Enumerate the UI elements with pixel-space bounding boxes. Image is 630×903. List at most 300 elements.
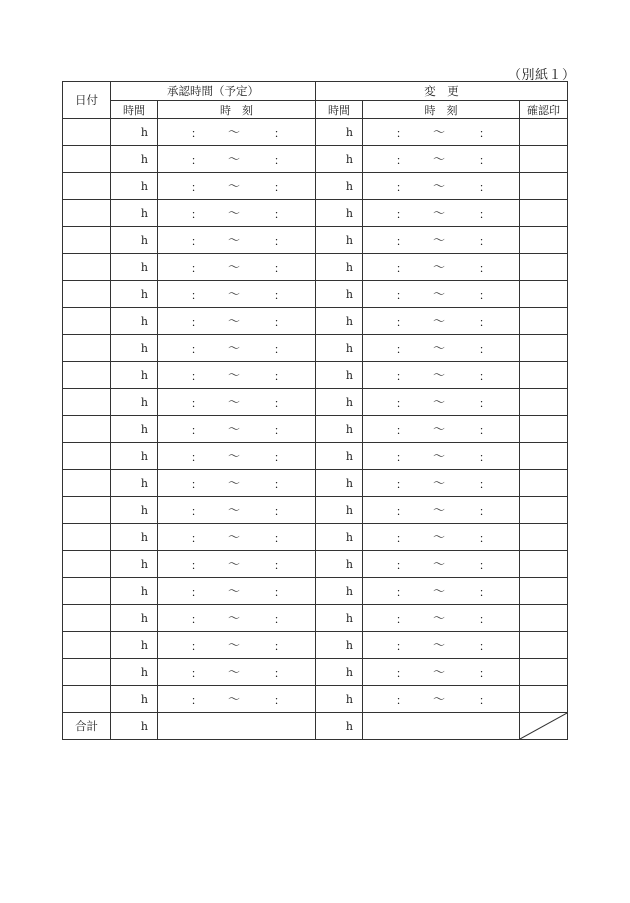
change-hours-cell[interactable]: [316, 686, 363, 713]
stamp-cell[interactable]: [520, 335, 568, 362]
change-hours-cell[interactable]: [316, 389, 363, 416]
change-time-range-cell[interactable]: [363, 281, 520, 308]
range-tilde: 〜: [433, 314, 446, 328]
time-range-cell[interactable]: [158, 119, 316, 146]
end-colon: ：: [274, 559, 285, 572]
change-hours-cell[interactable]: [316, 281, 363, 308]
hours-unit: h: [140, 179, 148, 193]
start-colon: ：: [191, 478, 202, 491]
hours-unit: h: [345, 314, 353, 328]
end-colon: ：: [274, 127, 285, 140]
change-time-range-cell[interactable]: [363, 173, 520, 200]
start-colon: ：: [191, 451, 202, 464]
end-colon: ：: [479, 451, 490, 464]
stamp-cell[interactable]: [520, 308, 568, 335]
hours-cell[interactable]: [111, 362, 158, 389]
range-tilde: 〜: [433, 287, 446, 301]
change-hours-cell[interactable]: [316, 254, 363, 281]
range-tilde: 〜: [433, 584, 446, 598]
start-colon: ：: [191, 370, 202, 383]
change-time-range-cell[interactable]: [363, 308, 520, 335]
start-colon: ：: [396, 343, 407, 356]
stamp-cell[interactable]: [520, 470, 568, 497]
hours-cell[interactable]: [111, 173, 158, 200]
start-colon: ：: [191, 667, 202, 680]
stamp-cell[interactable]: [520, 281, 568, 308]
change-hours-cell[interactable]: [316, 200, 363, 227]
range-tilde: 〜: [228, 665, 241, 679]
stamp-cell[interactable]: [520, 146, 568, 173]
end-colon: ：: [479, 505, 490, 518]
time-range-cell[interactable]: [158, 389, 316, 416]
hours-cell[interactable]: [111, 578, 158, 605]
range-tilde: 〜: [433, 449, 446, 463]
change-time-range-cell[interactable]: [363, 389, 520, 416]
change-hours-cell[interactable]: [316, 659, 363, 686]
hours-unit: h: [140, 260, 148, 274]
table-row: [63, 524, 568, 551]
range-tilde: 〜: [433, 152, 446, 166]
start-colon: ：: [191, 127, 202, 140]
header-hours: 時間: [111, 101, 158, 119]
hours-unit: h: [345, 125, 353, 139]
total-label: 合計: [63, 713, 111, 740]
hours-cell[interactable]: [111, 443, 158, 470]
table-row: [63, 389, 568, 416]
date-cell[interactable]: [63, 551, 111, 578]
date-cell[interactable]: [63, 605, 111, 632]
date-cell[interactable]: [63, 659, 111, 686]
total-change-hours-unit: h: [316, 713, 363, 740]
range-tilde: 〜: [433, 638, 446, 652]
start-colon: ：: [396, 370, 407, 383]
hours-unit: h: [345, 395, 353, 409]
change-time-range-cell[interactable]: [363, 227, 520, 254]
range-tilde: 〜: [228, 125, 241, 139]
time-range-cell[interactable]: [158, 578, 316, 605]
change-time-range-cell[interactable]: [363, 551, 520, 578]
end-colon: ：: [479, 586, 490, 599]
total-change-time-blank[interactable]: [363, 713, 520, 740]
hours-unit: h: [345, 449, 353, 463]
hours-unit: h: [140, 557, 148, 571]
end-colon: ：: [479, 208, 490, 221]
change-time-range-cell[interactable]: [363, 443, 520, 470]
date-cell[interactable]: [63, 254, 111, 281]
range-tilde: 〜: [433, 125, 446, 139]
start-colon: ：: [191, 424, 202, 437]
end-colon: ：: [274, 235, 285, 248]
end-colon: ：: [479, 370, 490, 383]
range-tilde: 〜: [433, 503, 446, 517]
stamp-cell[interactable]: [520, 389, 568, 416]
hours-cell[interactable]: [111, 281, 158, 308]
end-colon: ：: [479, 424, 490, 437]
range-tilde: 〜: [228, 287, 241, 301]
change-hours-cell[interactable]: [316, 605, 363, 632]
stamp-cell[interactable]: [520, 227, 568, 254]
stamp-cell[interactable]: [520, 119, 568, 146]
change-time-range-cell[interactable]: [363, 659, 520, 686]
hours-unit: h: [345, 152, 353, 166]
table-row: [63, 200, 568, 227]
hours-unit: h: [345, 179, 353, 193]
hours-unit: h: [140, 206, 148, 220]
date-cell[interactable]: [63, 146, 111, 173]
range-tilde: 〜: [433, 233, 446, 247]
date-cell[interactable]: [63, 416, 111, 443]
change-time-range-cell[interactable]: [363, 686, 520, 713]
end-colon: ：: [479, 532, 490, 545]
table-row: [63, 443, 568, 470]
end-colon: ：: [479, 559, 490, 572]
hours-unit: h: [140, 368, 148, 382]
hours-cell[interactable]: [111, 200, 158, 227]
stamp-cell[interactable]: [520, 497, 568, 524]
change-time-range-cell[interactable]: [363, 254, 520, 281]
change-hours-cell[interactable]: [316, 227, 363, 254]
end-colon: ：: [274, 208, 285, 221]
hours-unit: h: [345, 368, 353, 382]
hours-cell[interactable]: [111, 524, 158, 551]
stamp-cell[interactable]: [520, 686, 568, 713]
start-colon: ：: [396, 478, 407, 491]
start-colon: ：: [396, 316, 407, 329]
date-cell[interactable]: [63, 281, 111, 308]
range-tilde: 〜: [433, 341, 446, 355]
stamp-cell[interactable]: [520, 443, 568, 470]
hours-cell[interactable]: [111, 605, 158, 632]
range-tilde: 〜: [228, 557, 241, 571]
range-tilde: 〜: [433, 260, 446, 274]
change-hours-cell[interactable]: [316, 497, 363, 524]
change-time-range-cell[interactable]: [363, 497, 520, 524]
end-colon: ：: [274, 424, 285, 437]
change-hours-cell[interactable]: [316, 362, 363, 389]
end-colon: ：: [479, 478, 490, 491]
end-colon: ：: [479, 667, 490, 680]
start-colon: ：: [191, 640, 202, 653]
range-tilde: 〜: [433, 206, 446, 220]
hours-cell[interactable]: [111, 686, 158, 713]
stamp-cell[interactable]: [520, 173, 568, 200]
table-row: [63, 497, 568, 524]
hours-unit: h: [345, 557, 353, 571]
change-time-range-cell[interactable]: [363, 119, 520, 146]
time-range-cell[interactable]: [158, 443, 316, 470]
date-cell[interactable]: [63, 389, 111, 416]
hours-unit: h: [345, 503, 353, 517]
hours-unit: h: [345, 692, 353, 706]
change-hours-cell[interactable]: [316, 470, 363, 497]
hours-unit: h: [140, 314, 148, 328]
start-colon: ：: [396, 694, 407, 707]
end-colon: ：: [274, 370, 285, 383]
date-cell[interactable]: [63, 578, 111, 605]
hours-unit: h: [345, 341, 353, 355]
end-colon: ：: [274, 532, 285, 545]
table-row: [63, 659, 568, 686]
time-record-table: [62, 81, 568, 740]
attachment-label: （別紙１）: [508, 68, 576, 83]
hours-cell[interactable]: [111, 119, 158, 146]
time-range-cell[interactable]: [158, 524, 316, 551]
range-tilde: 〜: [228, 422, 241, 436]
start-colon: ：: [191, 154, 202, 167]
end-colon: ：: [274, 478, 285, 491]
change-time-range-cell[interactable]: [363, 416, 520, 443]
stamp-cell[interactable]: [520, 524, 568, 551]
change-time-range-cell[interactable]: [363, 605, 520, 632]
date-cell[interactable]: [63, 200, 111, 227]
start-colon: ：: [396, 289, 407, 302]
end-colon: ：: [274, 397, 285, 410]
range-tilde: 〜: [228, 449, 241, 463]
time-range-cell[interactable]: [158, 173, 316, 200]
table-row: [63, 578, 568, 605]
change-hours-cell[interactable]: [316, 632, 363, 659]
end-colon: ：: [479, 262, 490, 275]
range-tilde: 〜: [433, 611, 446, 625]
hours-cell[interactable]: [111, 227, 158, 254]
date-cell[interactable]: [63, 308, 111, 335]
time-range-cell[interactable]: [158, 497, 316, 524]
range-tilde: 〜: [433, 530, 446, 544]
range-tilde: 〜: [433, 179, 446, 193]
hours-unit: h: [140, 287, 148, 301]
start-colon: ：: [191, 613, 202, 626]
start-colon: ：: [396, 208, 407, 221]
change-hours-cell[interactable]: [316, 551, 363, 578]
stamp-cell[interactable]: [520, 200, 568, 227]
stamp-cell[interactable]: [520, 632, 568, 659]
total-row: [63, 713, 568, 740]
range-tilde: 〜: [228, 260, 241, 274]
table-body: [63, 119, 568, 713]
end-colon: ：: [274, 451, 285, 464]
change-time-range-cell[interactable]: [363, 362, 520, 389]
date-cell[interactable]: [63, 362, 111, 389]
end-colon: ：: [479, 127, 490, 140]
start-colon: ：: [191, 235, 202, 248]
start-colon: ：: [191, 289, 202, 302]
range-tilde: 〜: [228, 692, 241, 706]
table-row: [63, 254, 568, 281]
start-colon: ：: [396, 397, 407, 410]
hours-unit: h: [140, 125, 148, 139]
change-time-range-cell[interactable]: [363, 524, 520, 551]
change-hours-cell[interactable]: [316, 335, 363, 362]
end-colon: ：: [274, 262, 285, 275]
change-time-range-cell[interactable]: [363, 578, 520, 605]
start-colon: ：: [396, 559, 407, 572]
change-time-range-cell[interactable]: [363, 146, 520, 173]
range-tilde: 〜: [433, 692, 446, 706]
end-colon: ：: [274, 316, 285, 329]
change-hours-cell[interactable]: [316, 416, 363, 443]
time-range-cell[interactable]: [158, 551, 316, 578]
end-colon: ：: [479, 289, 490, 302]
header-approved-time: 承認時間（予定）: [111, 82, 316, 101]
hours-cell[interactable]: [111, 632, 158, 659]
range-tilde: 〜: [228, 233, 241, 247]
header-change-time-range: 時 刻: [363, 101, 520, 119]
stamp-cell[interactable]: [520, 551, 568, 578]
table-row: [63, 416, 568, 443]
time-range-cell[interactable]: [158, 227, 316, 254]
hours-cell[interactable]: [111, 308, 158, 335]
hours-unit: h: [140, 395, 148, 409]
end-colon: ：: [479, 316, 490, 329]
change-hours-cell[interactable]: [316, 146, 363, 173]
time-range-cell[interactable]: [158, 335, 316, 362]
start-colon: ：: [191, 532, 202, 545]
hours-cell[interactable]: [111, 389, 158, 416]
time-range-cell[interactable]: [158, 254, 316, 281]
hours-unit: h: [140, 665, 148, 679]
end-colon: ：: [274, 586, 285, 599]
end-colon: ：: [479, 640, 490, 653]
range-tilde: 〜: [228, 638, 241, 652]
end-colon: ：: [274, 289, 285, 302]
change-hours-cell[interactable]: [316, 308, 363, 335]
end-colon: ：: [479, 397, 490, 410]
change-hours-cell[interactable]: [316, 173, 363, 200]
date-cell[interactable]: [63, 173, 111, 200]
change-time-range-cell[interactable]: [363, 200, 520, 227]
stamp-cell[interactable]: [520, 362, 568, 389]
range-tilde: 〜: [228, 341, 241, 355]
time-range-cell[interactable]: [158, 146, 316, 173]
start-colon: ：: [396, 127, 407, 140]
date-cell[interactable]: [63, 686, 111, 713]
time-range-cell[interactable]: [158, 470, 316, 497]
hours-cell[interactable]: [111, 551, 158, 578]
total-stamp-crossed: [520, 713, 568, 740]
hours-cell[interactable]: [111, 659, 158, 686]
start-colon: ：: [191, 262, 202, 275]
change-hours-cell[interactable]: [316, 443, 363, 470]
start-colon: ：: [396, 640, 407, 653]
date-cell[interactable]: [63, 497, 111, 524]
change-hours-cell[interactable]: [316, 524, 363, 551]
header-change: 変 更: [316, 82, 568, 101]
date-cell[interactable]: [63, 119, 111, 146]
stamp-cell[interactable]: [520, 659, 568, 686]
hours-unit: h: [140, 341, 148, 355]
hours-cell[interactable]: [111, 146, 158, 173]
time-range-cell[interactable]: [158, 416, 316, 443]
hours-cell[interactable]: [111, 254, 158, 281]
end-colon: ：: [479, 154, 490, 167]
date-cell[interactable]: [63, 470, 111, 497]
range-tilde: 〜: [228, 395, 241, 409]
start-colon: ：: [191, 397, 202, 410]
hours-unit: h: [345, 611, 353, 625]
end-colon: ：: [274, 694, 285, 707]
change-time-range-cell[interactable]: [363, 335, 520, 362]
date-cell[interactable]: [63, 443, 111, 470]
time-range-cell[interactable]: [158, 308, 316, 335]
range-tilde: 〜: [228, 530, 241, 544]
start-colon: ：: [191, 208, 202, 221]
range-tilde: 〜: [228, 179, 241, 193]
time-range-cell[interactable]: [158, 632, 316, 659]
hours-cell[interactable]: [111, 470, 158, 497]
end-colon: ：: [479, 613, 490, 626]
change-hours-cell[interactable]: [316, 119, 363, 146]
hours-unit: h: [140, 152, 148, 166]
change-time-range-cell[interactable]: [363, 470, 520, 497]
end-colon: ：: [274, 667, 285, 680]
table-row: [63, 686, 568, 713]
total-time-blank[interactable]: [158, 713, 316, 740]
range-tilde: 〜: [433, 665, 446, 679]
end-colon: ：: [274, 640, 285, 653]
start-colon: ：: [191, 343, 202, 356]
date-cell[interactable]: [63, 335, 111, 362]
range-tilde: 〜: [433, 476, 446, 490]
total-hours-unit: h: [111, 713, 158, 740]
hours-unit: h: [345, 476, 353, 490]
start-colon: ：: [191, 181, 202, 194]
range-tilde: 〜: [433, 422, 446, 436]
table-row: [63, 335, 568, 362]
range-tilde: 〜: [433, 557, 446, 571]
end-colon: ：: [479, 235, 490, 248]
end-colon: ：: [274, 343, 285, 356]
table-row: [63, 605, 568, 632]
time-range-cell[interactable]: [158, 605, 316, 632]
range-tilde: 〜: [433, 368, 446, 382]
change-time-range-cell[interactable]: [363, 632, 520, 659]
table-row: [63, 119, 568, 146]
header-date: 日付: [63, 82, 111, 119]
start-colon: ：: [396, 532, 407, 545]
time-range-cell[interactable]: [158, 686, 316, 713]
start-colon: ：: [396, 181, 407, 194]
hours-unit: h: [345, 584, 353, 598]
date-cell[interactable]: [63, 524, 111, 551]
start-colon: ：: [396, 586, 407, 599]
date-cell[interactable]: [63, 227, 111, 254]
time-range-cell[interactable]: [158, 200, 316, 227]
stamp-cell[interactable]: [520, 254, 568, 281]
table-row: [63, 632, 568, 659]
hours-cell[interactable]: [111, 335, 158, 362]
hours-unit: h: [140, 476, 148, 490]
time-range-cell[interactable]: [158, 659, 316, 686]
end-colon: ：: [274, 505, 285, 518]
date-cell[interactable]: [63, 632, 111, 659]
stamp-cell[interactable]: [520, 416, 568, 443]
time-range-cell[interactable]: [158, 281, 316, 308]
stamp-cell[interactable]: [520, 605, 568, 632]
header-change-hours: 時間: [316, 101, 363, 119]
start-colon: ：: [396, 451, 407, 464]
time-range-cell[interactable]: [158, 362, 316, 389]
hours-cell[interactable]: [111, 416, 158, 443]
hours-unit: h: [345, 422, 353, 436]
start-colon: ：: [191, 559, 202, 572]
range-tilde: 〜: [228, 611, 241, 625]
hours-cell[interactable]: [111, 497, 158, 524]
change-hours-cell[interactable]: [316, 578, 363, 605]
header-time-range: 時 刻: [158, 101, 316, 119]
table-row: [63, 227, 568, 254]
end-colon: ：: [274, 181, 285, 194]
stamp-cell[interactable]: [520, 578, 568, 605]
